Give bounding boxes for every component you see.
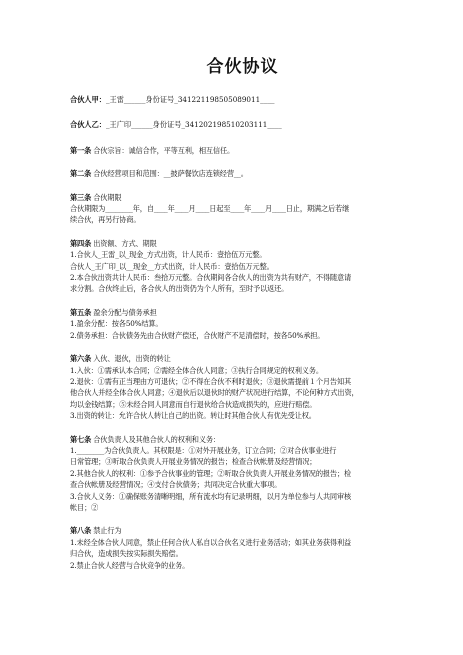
clause-heading-line [70, 168, 415, 179]
clause-heading-line [70, 353, 415, 364]
clause-line [70, 249, 415, 260]
clause-line [70, 387, 415, 398]
clause-8 [70, 525, 415, 571]
clause-line [70, 479, 415, 490]
clause-text: 合伙宗旨：诚信合作，平等互利，相互信任。 [93, 145, 235, 155]
clause-number: 第六条 [70, 354, 92, 364]
clause-heading-line [70, 192, 415, 203]
clause-line [70, 502, 415, 513]
party-b-text: _王广印______身份证号_341202198510203111____ [105, 120, 282, 130]
clause-text: 盈余分配与债务承担 [93, 307, 157, 317]
clause-heading-line [70, 525, 415, 536]
clause-text: 3.出资的转让：允许合伙人转让自己的出资。转让时其他合伙人有优先受让权。 [70, 411, 316, 421]
clause-line [70, 491, 415, 502]
clauses [70, 145, 415, 571]
clause-line [70, 399, 415, 410]
clause-text: 1.盈余分配：按各50%结算。 [70, 319, 163, 329]
clause-text: 1.合伙人_王雷_以_现金_方式出资，计人民币：壹拾伍万元整。 [70, 250, 267, 260]
clause-text: 出资额、方式、期限 [93, 238, 157, 248]
clause-number: 第五条 [70, 307, 92, 317]
clause-text: 禁止行为 [93, 526, 122, 536]
clause-text: 合伙期限为________年，自____年____月____日起至____年____月____日止，期满之后若继 [70, 204, 350, 214]
clause-text: 均以金钱结算；⑤未经合同人同意而自行退伙给合伙造成损失的，应进行赔偿。 [70, 399, 317, 409]
clause-heading-line [70, 434, 415, 445]
clause-line [70, 261, 415, 272]
clause-line [70, 548, 415, 559]
clause-text: 2.退伙：①需有正当理由方可退伙；②不得在合伙不利时退伙；③退伙需提前１个月告知其 [70, 376, 352, 386]
party-a-label: 合伙人甲： [70, 95, 106, 104]
clause-number: 第一条 [70, 145, 92, 155]
clause-text: 3.合伙人义务：①确保账务清晰明细，所有流水均有记录明细，以月为单位参与人共同审核 [70, 491, 352, 501]
clause-line [70, 283, 415, 294]
clause-line [70, 468, 415, 479]
clause-line [70, 376, 415, 387]
clause-text: 2.其他合伙人的权利：①参予合伙事业的管理；②听取合伙负责人开展业务情况的报告；检 [70, 468, 352, 478]
party-a-text: _王雷______身份证号_341221198505089011____ [105, 95, 275, 104]
clause-text: 2.本合伙出资共计人民币：叁拾万元整。合伙期间各合伙人的出资为共有财产，不得随意请 [70, 273, 352, 283]
clause-heading-line [70, 145, 415, 156]
clause-line [70, 330, 415, 341]
clause-text: 2.禁止合伙人经营与合伙竞争的业务。 [70, 560, 190, 570]
clause-7 [70, 434, 415, 514]
clause-text: 合伙人_王广印_以__现金__方式出资，计人民币：壹拾伍万元整。 [70, 261, 274, 271]
party-a [70, 94, 415, 105]
clause-line [70, 537, 415, 548]
clause-text: 帐目；② [70, 502, 99, 512]
clause-line [70, 456, 415, 467]
clause-text: 归合伙，造成损失按实际损失赔偿。 [70, 549, 183, 559]
clause-line [70, 445, 415, 456]
clause-line [70, 560, 415, 571]
clause-text: 他合伙人并经全体合伙人同意；④退伙后以退伙时的财产状况进行结算，不论何种方式出资， [70, 388, 359, 398]
party-b-label: 合伙人乙： [70, 120, 106, 130]
clause-text: 续合伙，再另行协商。 [70, 215, 141, 225]
clause-heading-line [70, 307, 415, 318]
clause-2 [70, 168, 415, 179]
clause-line [70, 272, 415, 283]
clause-number: 第四条 [70, 238, 92, 248]
clause-4 [70, 238, 415, 295]
clause-1 [70, 145, 415, 156]
clause-text: 求分割。合伙终止后，各合伙人的出资仍为个人所有，至时予以返还。 [70, 284, 289, 294]
clause-line [70, 214, 415, 225]
clause-line [70, 203, 415, 214]
clause-number: 第七条 [70, 434, 92, 444]
clause-text: 合伙负责人及其他合伙人的权利和义务： [93, 434, 220, 444]
clause-3 [70, 192, 415, 226]
clause-line [70, 318, 415, 329]
clause-text: 查合伙帐册及经营情况；④支付合伙债务；共同决定合伙重大事项。 [70, 480, 282, 490]
clause-text: 1.________为合伙负责人。其权限是：①对外开展业务，订立合同；②对合伙事业进行 [70, 445, 337, 455]
clause-text: 1.未经全体合伙人同意，禁止任何合伙人私自以合伙名义进行业务活动；如其业务获得利益 [70, 537, 352, 547]
clause-heading-line [70, 238, 415, 249]
clause-line [70, 365, 415, 376]
clause-line [70, 410, 415, 421]
clause-number: 第三条 [70, 192, 92, 202]
clause-text: 1.入伙：①需承认本合同；②需经全体合伙人同意；③执行合同规定的权利义务。 [70, 365, 323, 375]
clause-text: 入伙、退伙，出资的转让 [93, 354, 171, 364]
clause-text: 2.债务承担：合伙债务先由合伙财产偿还，合伙财产不足清偿时，按各50%承担。 [70, 330, 325, 340]
party-b [70, 119, 415, 130]
document-title: 合伙协议 [206, 57, 279, 77]
clause-6 [70, 353, 415, 421]
clause-text: 日常管理；③听取合伙负责人开展业务情况的报告；检查合伙帐册及经营情况； [70, 457, 317, 467]
clause-number: 第八条 [70, 526, 92, 536]
clause-text: 合伙期限 [93, 192, 122, 202]
clause-number: 第二条 [70, 169, 92, 179]
clause-text: 合伙经营项目和范围：__披萨餐饮店连锁经营__。 [93, 169, 248, 179]
clause-5 [70, 307, 415, 341]
